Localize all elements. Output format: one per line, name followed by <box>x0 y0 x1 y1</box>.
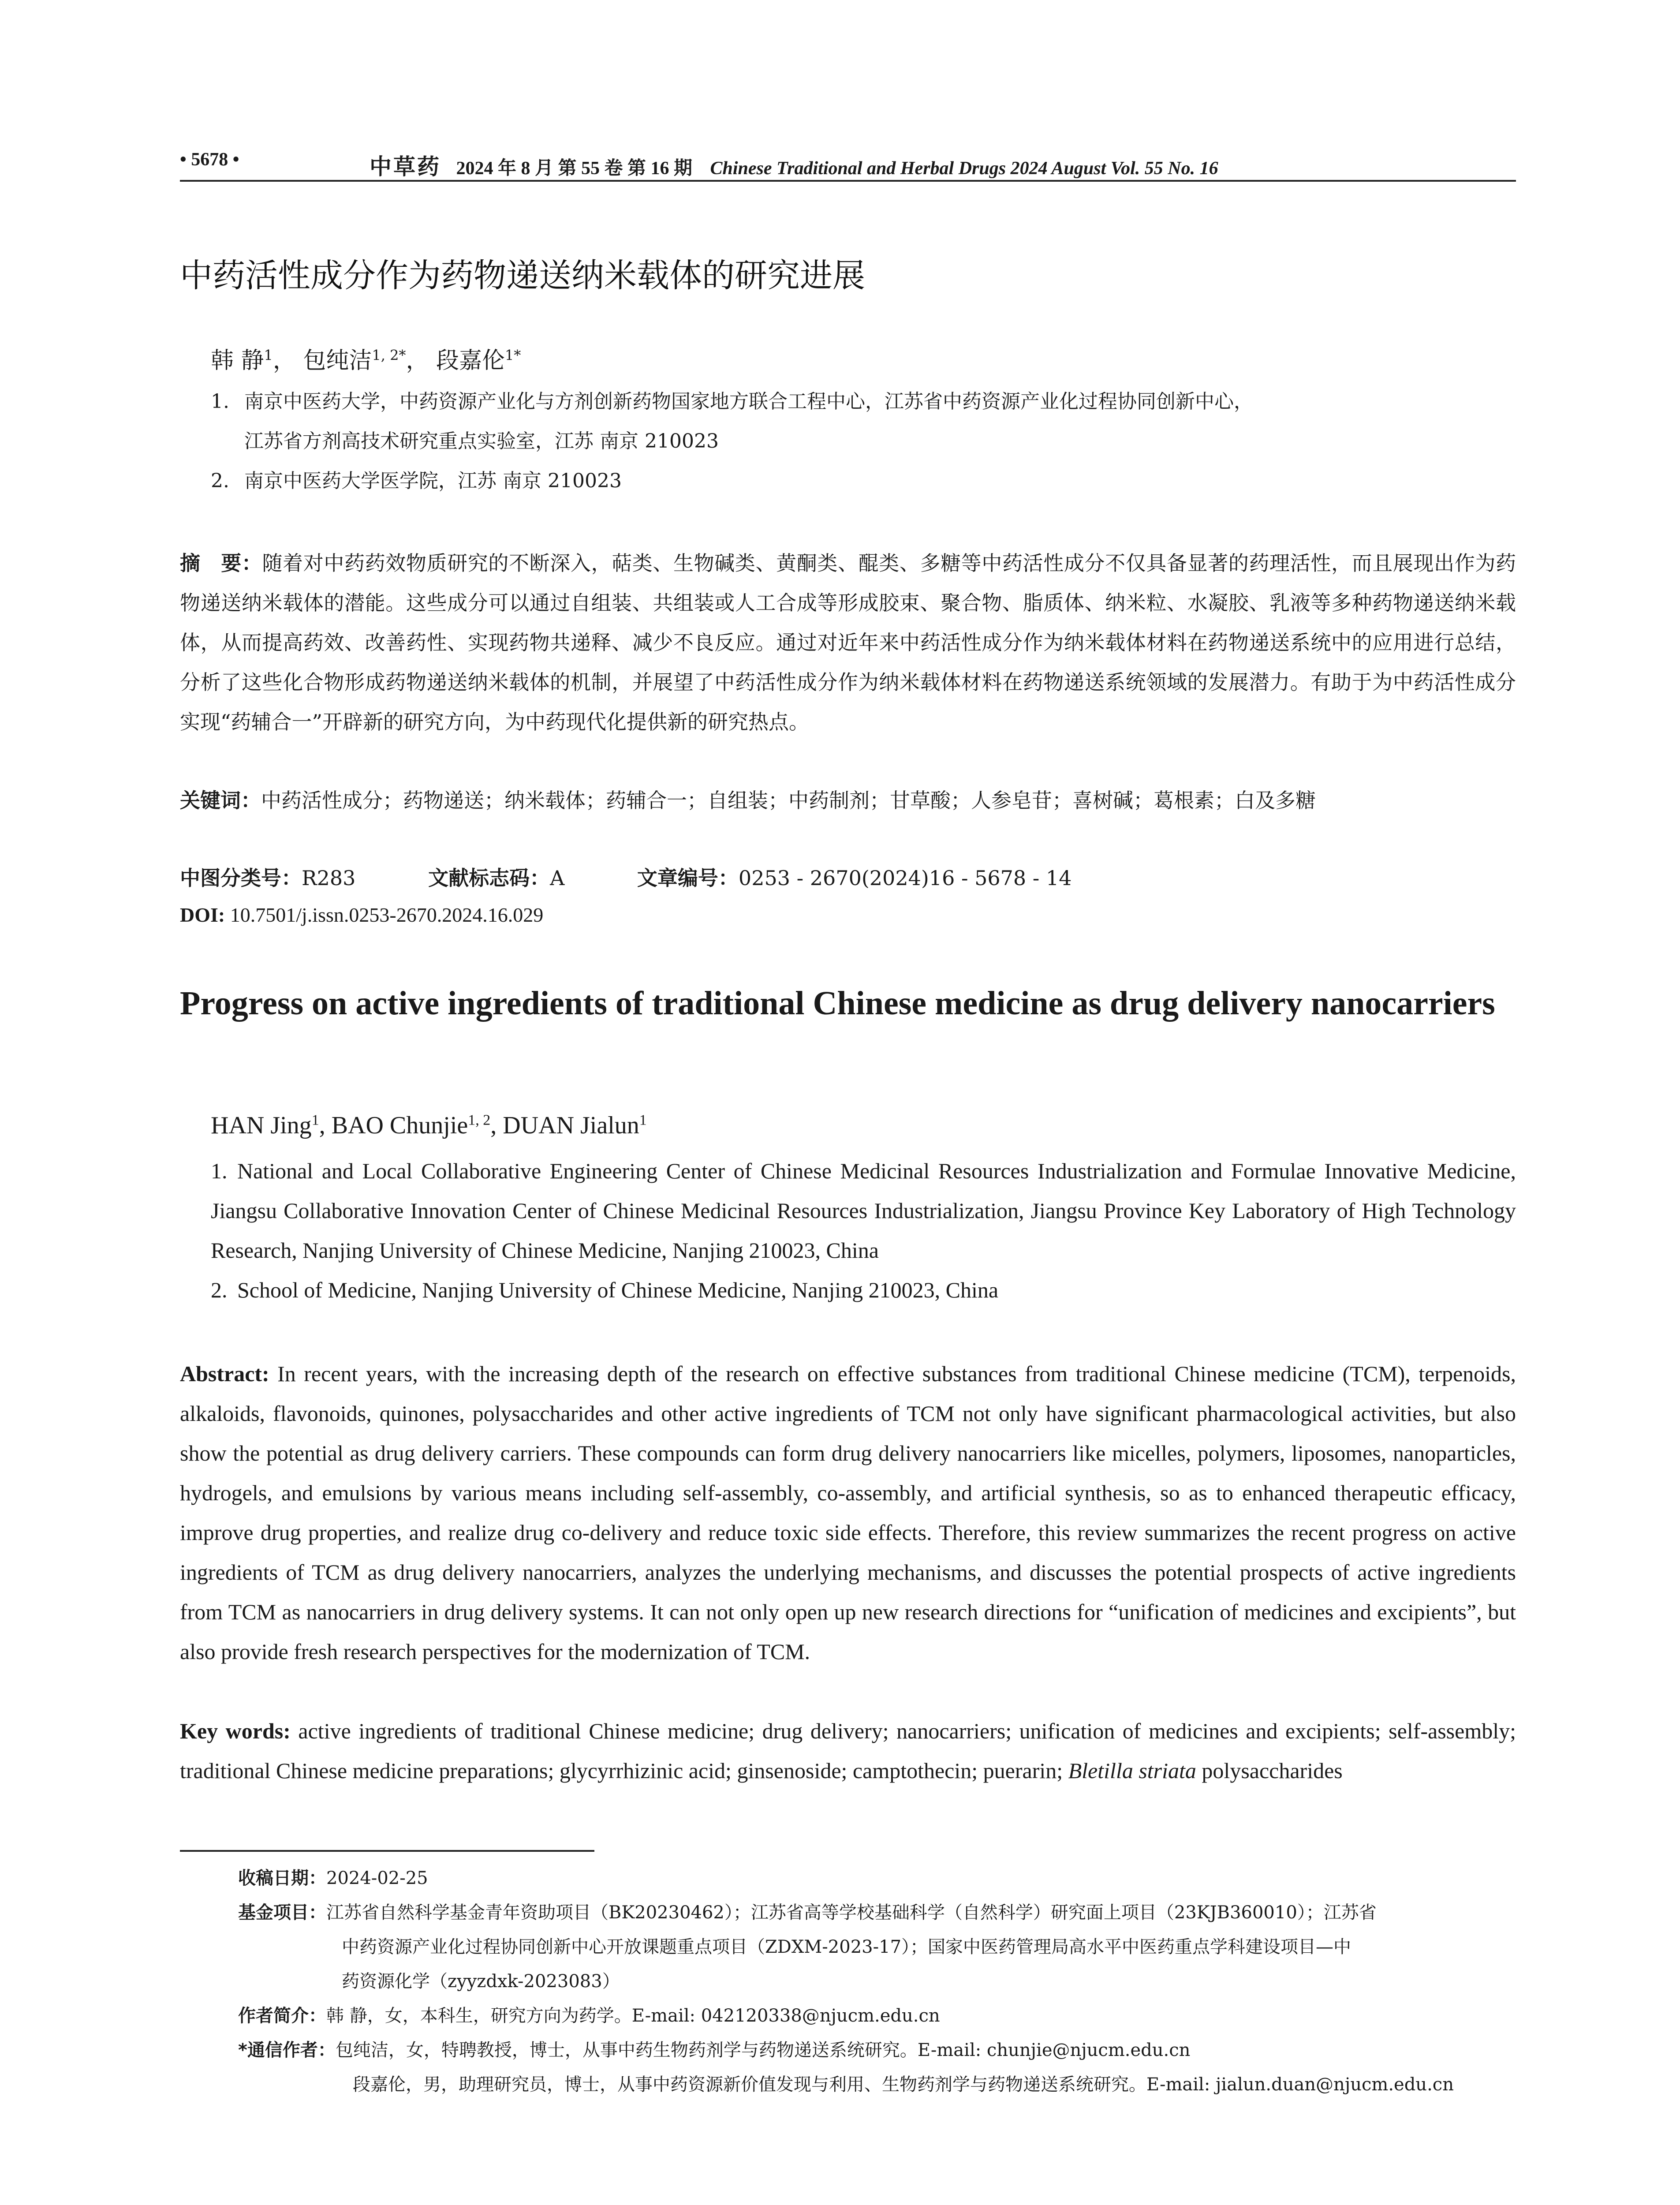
doi-line <box>180 903 543 927</box>
affiliation-number: 1. <box>211 390 229 413</box>
doc-code-label: 文献标志码： <box>428 866 550 890</box>
article-no-value: 0253 - 2670(2024)16 - 5678 - 14 <box>738 866 1072 890</box>
author-name: 包纯洁 <box>303 348 372 374</box>
clc-value: R283 <box>302 866 356 890</box>
cn-abstract-label: 摘 要： <box>180 551 262 575</box>
received-date <box>238 1861 1517 1895</box>
en-keywords-italic: Bletilla striata <box>1068 1758 1196 1783</box>
corresponding-authors <box>238 2033 1517 2102</box>
affiliation-text: National and Local Collaborative Engineering Center of Chinese Medicinal Resources Industrialization and Formulae Innovative Medicine, Jiangsu Collaborative Innovation Center of Chinese Medicinal Resources Industrialization, Jiangsu Province Key Laboratory of High Technology Research, Nanjing University of Chinese Medicine, Nanjing 210023, China <box>211 1159 1516 1263</box>
author-sup: 1* <box>505 347 521 364</box>
en-keywords-text: active ingredients of traditional Chinese medicine; drug delivery; nanocarriers; unification of medicines and excipients; self-assembly; traditional Chinese medicine preparations; glycyrrhizinic acid; ginsenoside; camptothecin; puerarin; <box>180 1719 1516 1783</box>
journal-logo: 中草药 <box>370 153 441 179</box>
clc-label: 中图分类号： <box>180 866 302 890</box>
affiliation-number: 2. <box>211 1278 228 1302</box>
running-header <box>180 146 1516 182</box>
corresponding-text: 段嘉伦，男，助理研究员，博士，从事中药资源新价值发现与利用、生物药剂学与药物递送系统研究。E-mail: jialun.duan@njucm.edu.cn <box>353 2074 1454 2095</box>
footnote-divider <box>180 1850 594 1852</box>
fund-text: 中药资源产业化过程协同创新中心开放课题重点项目（ZDXM-2023-17）；国家中医药管理局高水平中医药重点学科建设项目—中 <box>342 1937 1351 1957</box>
en-affiliation-2 <box>211 1270 1516 1310</box>
article-no-label: 文章编号： <box>637 866 739 890</box>
corresponding-label: *通信作者： <box>238 2040 336 2060</box>
doc-code-value: A <box>550 866 565 890</box>
author-bio-label: 作者简介： <box>238 2006 326 2026</box>
cn-affiliation-1 <box>211 382 1516 461</box>
affiliation-text: 南京中医药大学，中药资源产业化与方剂创新药物国家地方联合工程中心，江苏省中药资源产业化过程协同创新中心， <box>244 390 1253 413</box>
page-number: • 5678 • <box>180 149 239 170</box>
author-sup: 1 <box>311 1112 319 1129</box>
fund-text: 药资源化学（zyyzdxk-2023083） <box>342 1971 620 1992</box>
affiliation-text: 江苏省方剂高技术研究重点实验室，江苏 南京 210023 <box>244 430 719 452</box>
affiliation-number: 1. <box>211 1159 228 1183</box>
received-value: 2024-02-25 <box>326 1868 428 1888</box>
en-journal-name: Chinese Traditional and Herbal Drugs <box>710 158 1006 179</box>
author-name: HAN Jing <box>211 1112 312 1139</box>
author-sup: 1 <box>639 1112 647 1129</box>
en-affiliation-1 <box>211 1151 1516 1270</box>
cn-abstract <box>180 543 1516 742</box>
cn-keywords-label: 关键词： <box>180 789 261 812</box>
en-abstract <box>180 1354 1516 1671</box>
author-sup: 1 <box>264 347 273 364</box>
author-bio <box>238 1999 1517 2033</box>
en-author-list: HAN Jing$^1$, BAO Chunjie$^{1, 2}$, DUAN Jialun$^1$ <box>211 1112 647 1139</box>
author-sup: 1, 2* <box>372 347 406 364</box>
en-abstract-text: In recent years, with the increasing depth of the research on effective substances from traditional Chinese medicine (TCM), terpenoids, alkaloids, flavonoids, quinones, polysaccharides and other active ingredients of TCM not only have significant pharmacological activities, but also show the potential as drug delivery carriers. These compounds can form drug delivery nanocarriers like micelles, polymers, liposomes, nanoparticles, hydrogels, and emulsions by various means including self-assembly, co-assembly, and artificial synthesis, so as to enhanced therapeutic efficacy, improve drug properties, and realize drug co-delivery and reduce toxic side effects. Therefore, this review summarizes the recent progress on active ingredients of TCM as drug delivery nanocarriers, analyzes the underlying mechanisms, and discusses the potential prospects of active ingredients from TCM as nanocarriers in drug delivery systems. It can not only open up new research directions for “unification of medicines and excipients”, but also provide fresh research perspectives for the modernization of TCM. <box>180 1361 1516 1664</box>
author-name: 段嘉伦 <box>436 348 505 374</box>
doi-label: DOI: <box>180 904 225 926</box>
en-keywords-tail: polysaccharides <box>1202 1758 1343 1783</box>
en-title: Progress on active ingredients of traditional Chinese medicine as drug delivery nanocarriers <box>180 985 1495 1022</box>
en-issue: 2024 August Vol. 55 No. 16 <box>1010 158 1218 179</box>
journal-issue-line <box>370 149 1218 181</box>
en-abstract-label: Abstract: <box>180 1361 269 1386</box>
en-keywords-label: Key words: <box>180 1719 291 1743</box>
received-label: 收稿日期： <box>238 1868 326 1888</box>
author-sup: 1, 2 <box>468 1112 491 1129</box>
cn-abstract-text: 随着对中药药效物质研究的不断深入，萜类、生物碱类、黄酮类、醌类、多糖等中药活性成分不仅具备显著的药理活性，而且展现出作为药物递送纳米载体的潜能。这些成分可以通过自组装、共组装或人工合成等形成胶束、聚合物、脂质体、纳米粒、水凝胶、乳液等多种药物递送纳米载体，从而提高药效、改善药性、实现药物共递释、减少不良反应。通过对近年来中药活性成分作为纳米载体材料在药物递送系统中的应用进行总结，分析了这些化合物形成药物递送纳米载体的机制，并展望了中药活性成分作为纳米载体材料在药物递送系统领域的发展潜力。有助于为中药活性成分实现“药辅合一”开辟新的研究方向，为中药现代化提供新的研究热点。 <box>180 551 1516 734</box>
cn-issue: 2024 年 8 月 第 55 卷 第 16 期 <box>456 158 693 179</box>
fund-label: 基金项目： <box>238 1902 326 1923</box>
author-name: BAO Chunjie <box>331 1112 468 1139</box>
affiliation-number: 2. <box>211 470 229 492</box>
cn-keywords <box>180 781 1516 820</box>
doi-link[interactable]: 10.7501/j.issn.0253-2670.2024.16.029 <box>230 904 544 926</box>
cn-author-list: 韩 静$^1$， 包纯洁$^{1, 2*}$， 段嘉伦$^{1*}$ <box>211 347 521 374</box>
cn-keywords-text: 中药活性成分；药物递送；纳米载体；药辅合一；自组装；中药制剂；甘草酸；人参皂苷；喜树碱；葛根素；白及多糖 <box>261 789 1316 812</box>
fund-info <box>238 1895 1517 1999</box>
classification-line <box>180 862 1516 891</box>
fund-text: 江苏省自然科学基金青年资助项目（BK20230462）；江苏省高等学校基础科学（自然科学）研究面上项目（23KJB360010）；江苏省 <box>326 1902 1377 1923</box>
cn-affiliation-2 <box>211 461 1516 501</box>
en-keywords <box>180 1711 1516 1790</box>
cn-title: 中药活性成分作为药物递送纳米载体的研究进展 <box>180 257 865 295</box>
author-bio-text: 韩 静，女，本科生，研究方向为药学。E-mail: 042120338@njucm.edu.cn <box>326 2006 940 2026</box>
affiliation-text: 南京中医药大学医学院，江苏 南京 210023 <box>244 470 622 492</box>
corresponding-text: 包纯洁，女，特聘教授，博士，从事中药生物药剂学与药物递送系统研究。E-mail: chunjie@njucm.edu.cn <box>335 2040 1191 2060</box>
author-name: 韩 静 <box>211 348 264 374</box>
affiliation-text: School of Medicine, Nanjing University of Chinese Medicine, Nanjing 210023, China <box>237 1278 999 1302</box>
author-name: DUAN Jialun <box>503 1112 639 1139</box>
footnotes <box>238 1861 1517 2102</box>
